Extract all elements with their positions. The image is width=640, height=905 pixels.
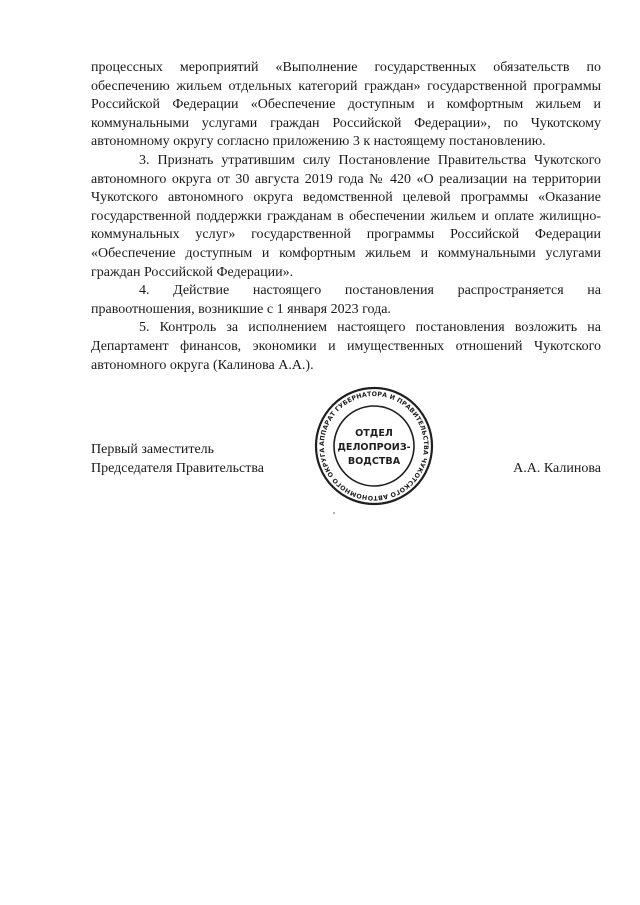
stamp-center-line-3: ВОДСТВА	[347, 456, 401, 467]
stamp-center-line-2: ДЕЛОПРОИЗ-	[337, 442, 411, 453]
ink-speck	[333, 512, 335, 514]
paragraph-continuation: процессных мероприятий «Выполнение государственных обязательств по обеспечению жильем отдельных категорий граждан» государственной программы Российской Федерации «Обеспечение доступным и комфортным жильем и коммунальными услугами граждан Российской Федерации», по Чукотскому автономному округу согласно приложению 3 к настоящему постановлению.	[91, 60, 601, 150]
document-body	[91, 59, 601, 375]
signatory-position-line-2: Председателя Правительства	[91, 460, 265, 476]
stamp-ring-text: АППАРАТ ГУБЕРНАТОРА И ПРАВИТЕЛЬСТВА ЧУКОТСКОГО АВТОНОМНОГО ОКРУГА	[318, 390, 430, 502]
signatory-position-line-1: Первый заместитель	[91, 442, 215, 457]
signatory-name: А.А. Калинова	[513, 460, 601, 476]
paragraph-5: 5. Контроль за исполнением настоящего постановления возложить на Департамент финансов, экономики и имущественных отношений Чукотского автономного округа (Калинова А.А.).	[91, 320, 601, 373]
office-seal-stamp	[312, 384, 436, 508]
stamp-center-line-1: ОТДЕЛ	[355, 428, 393, 439]
paragraph-3: 3. Признать утратившим силу Постановление Правительства Чукотского автономного округа от 30 августа 2019 года № 420 «О реализации на территории Чукотского автономного округа ведомственной целевой программы «Оказание государственной поддержки гражданам в обеспечении жильем и оплате жилищно-коммунальных услуг» государственной программы Российской Федерации «Обеспечение доступным и комфортным жильем и коммунальными услугами граждан Российской Федерации».	[91, 152, 601, 280]
paragraph-4: 4. Действие настоящего постановления распространяется на правоотношения, возникшие с 1 января 2023 года.	[91, 283, 601, 317]
signatory-position	[91, 441, 264, 478]
